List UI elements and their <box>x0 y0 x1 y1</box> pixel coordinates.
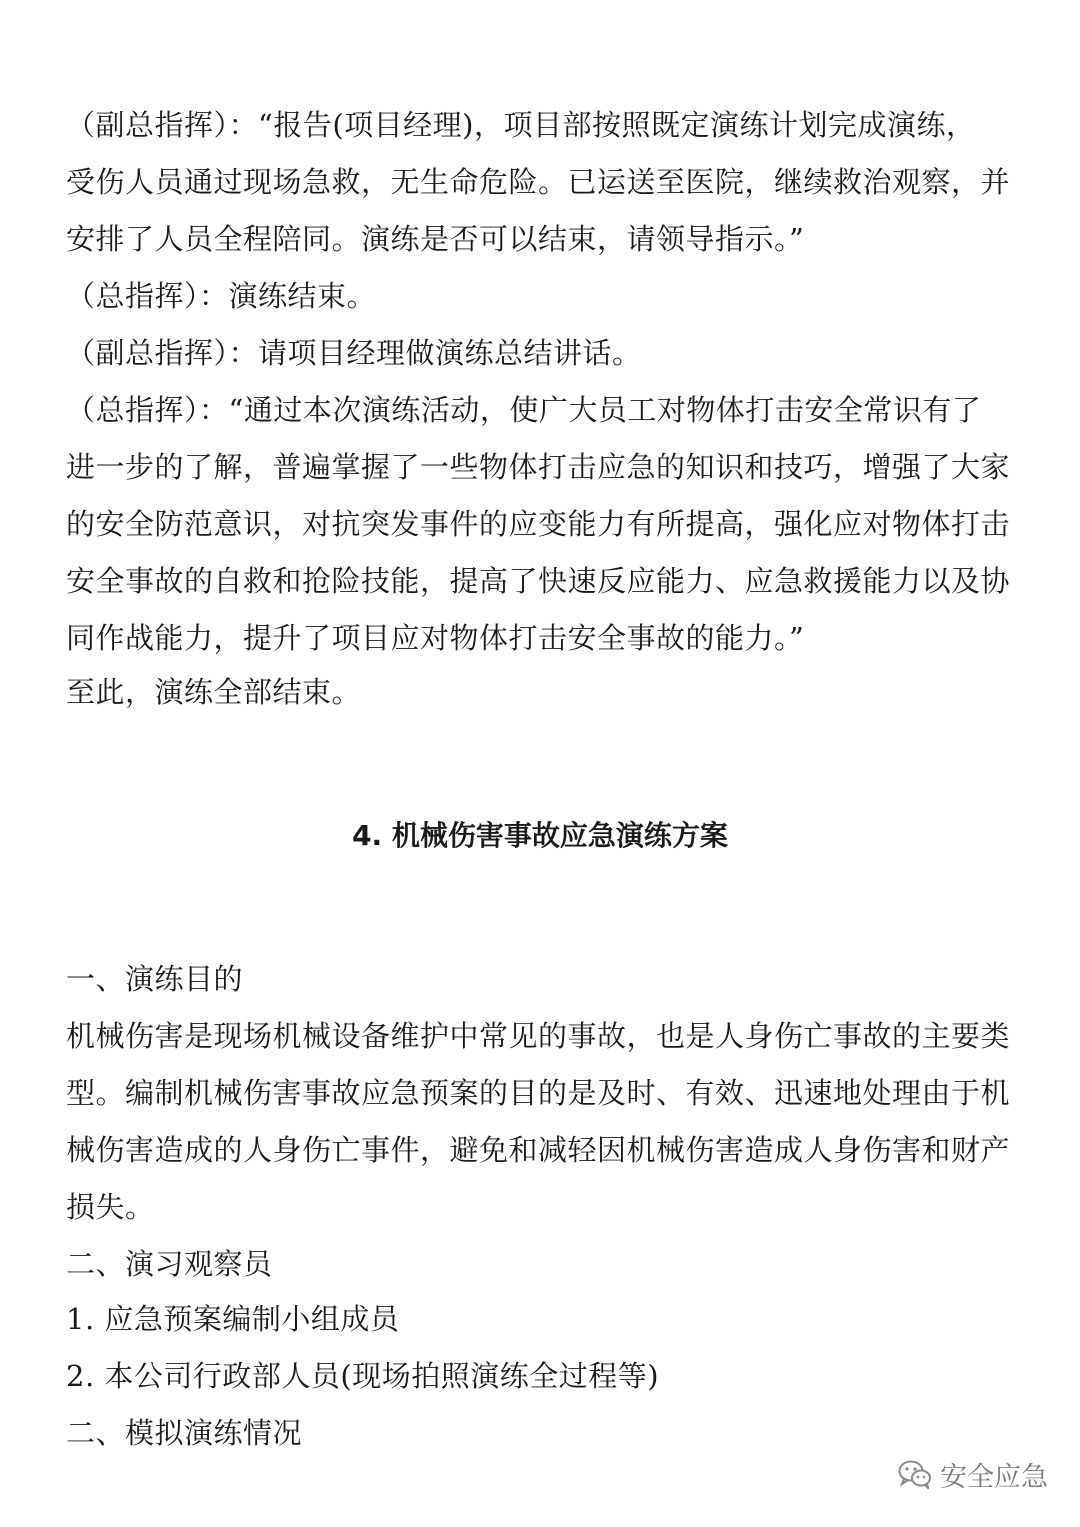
wechat-logo-icon <box>898 1459 932 1489</box>
subsection-heading: 一、演练目的 <box>66 962 244 996</box>
subsection-heading: 二、演习观察员 <box>66 1247 273 1281</box>
paragraph-line: 械伤害造成的人身伤亡事件，避免和减轻因机械伤害造成人身伤害和财产 <box>66 1133 1011 1167</box>
watermark-text: 安全应急 <box>940 1461 1048 1493</box>
paragraph-line: （副总指挥）：“报告(项目经理)，项目部按照既定演练计划完成演练， <box>66 108 976 142</box>
paragraph-line: 机械伤害是现场机械设备维护中常见的事故，也是人身伤亡事故的主要类 <box>66 1019 1011 1053</box>
paragraph-line: 至此，演练全部结束。 <box>66 675 362 709</box>
list-item: 2. 本公司行政部人员(现场拍照演练全过程等) <box>66 1359 660 1393</box>
paragraph-line: 进一步的了解，普遍掌握了一些物体打击应急的知识和技巧，增强了大家 <box>66 450 1011 484</box>
watermark <box>898 1454 1048 1494</box>
section-heading: 4. 机械伤害事故应急演练方案 <box>352 819 728 852</box>
subsection-heading: 二、模拟演练情况 <box>66 1416 303 1450</box>
paragraph-line: （总指挥）：“通过本次演练活动，使广大员工对物体打击安全常识有了 <box>66 393 982 427</box>
paragraph-line: 安排了人员全程陪同。演练是否可以结束，请领导指示。” <box>66 222 805 256</box>
list-item: 1. 应急预案编制小组成员 <box>66 1302 400 1336</box>
paragraph-line: 安全事故的自救和抢险技能，提高了快速反应能力、应急救援能力以及协 <box>66 564 1011 598</box>
paragraph-line: 型。编制机械伤害事故应急预案的目的是及时、有效、迅速地处理由于机 <box>66 1076 1011 1110</box>
paragraph-line: 受伤人员通过现场急救，无生命危险。已运送至医院，继续救治观察，并 <box>66 165 1011 199</box>
paragraph-line: 损失。 <box>66 1190 155 1224</box>
paragraph-line: 同作战能力，提升了项目应对物体打击安全事故的能力。” <box>66 621 805 655</box>
paragraph-line: 的安全防范意识，对抗突发事件的应变能力有所提高，强化应对物体打击 <box>66 507 1011 541</box>
paragraph-line: （总指挥）：演练结束。 <box>66 279 377 313</box>
paragraph-line: （副总指挥）：请项目经理做演练总结讲话。 <box>66 336 642 370</box>
